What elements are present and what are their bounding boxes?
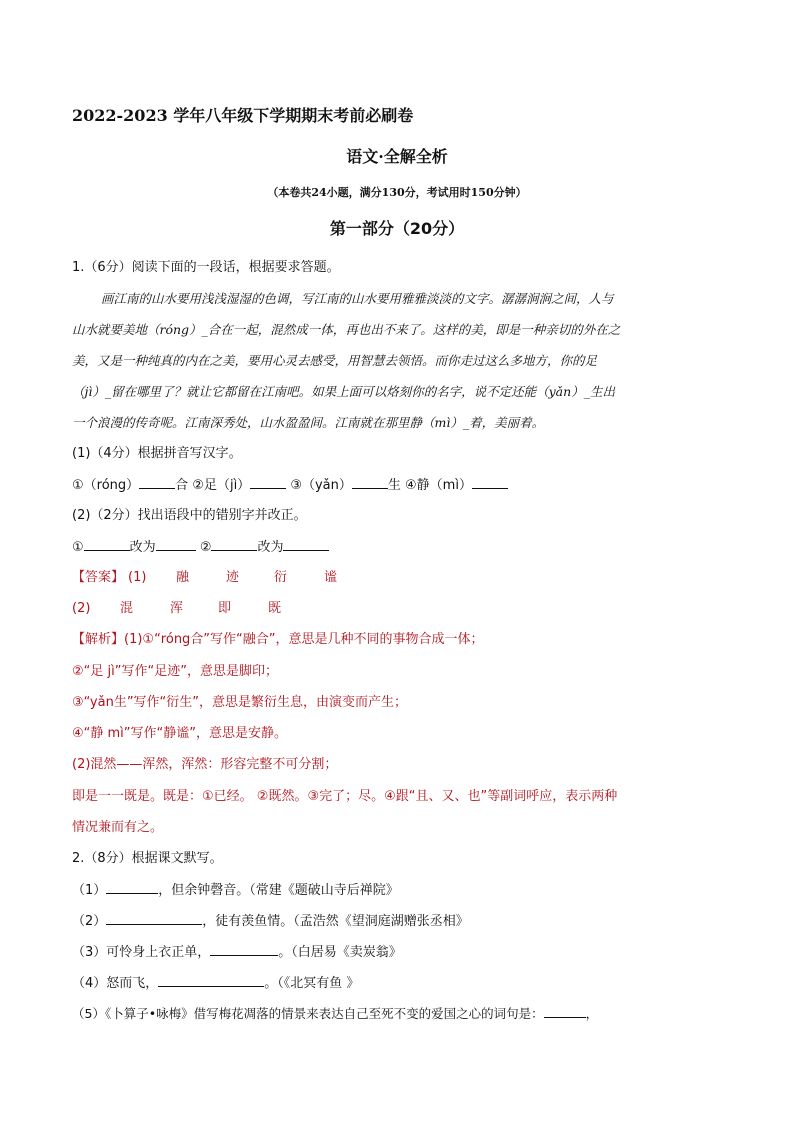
document-title: 2022-2023 学年八年级下学期期末考前必刷卷: [72, 106, 414, 125]
analysis-line: ④“静 mì”写作“静谧”，意思是安静。: [72, 726, 288, 741]
answer-char: 浑: [170, 601, 184, 616]
answer-blank[interactable]: [472, 475, 508, 489]
answer-blank[interactable]: [158, 973, 264, 987]
item-prefix: （3）可怜身上衣正单，: [72, 945, 211, 960]
answer-label: 【答案】: [72, 570, 125, 585]
item-prefix: （5）《卜算子•咏梅》借写梅花凋落的情景来表达自己至死不变的爱国之心的词句是：: [72, 1006, 544, 1021]
answer-blank[interactable]: [106, 911, 202, 925]
pinyin-item: 生 ④静（mì）: [387, 478, 472, 493]
passage-line: 美，又是一种纯真的内在之美，要用心灵去感受，用智慧去领悟。而你走过这么多地方，你的足: [72, 353, 598, 368]
answer-blank[interactable]: [84, 537, 130, 551]
pinyin-item: ①（róng）: [72, 478, 140, 493]
pinyin-item: ③（yǎn）: [290, 478, 352, 493]
recitation-item: [72, 880, 399, 901]
answer-blank[interactable]: [250, 475, 286, 489]
answer-blank[interactable]: [210, 942, 278, 956]
question-1-sub2: (2)（2分）找出语段中的错别字并改正。: [72, 508, 307, 523]
passage-line: （jì）_留在哪里了？就让它都留在江南吧。如果上面可以烙刻你的名字，说不定还能（yǎn）_生出: [72, 384, 615, 399]
exam-note: （本卷共24小题，满分130分，考试用时150分钟）: [267, 186, 527, 199]
question-1-stem: 1.（6分）阅读下面的一段话，根据要求答题。: [72, 260, 340, 275]
page-subtitle: 语文·全解全析: [346, 147, 448, 166]
passage-line: 一个浪漫的传奇呢。江南深秀处，山水盈盈间。江南就在那里静（mì）_着，美丽着。: [72, 415, 545, 430]
analysis-line: 即是一一既是。既是：①已经。 ②既然。③完了；尽。④跟“且、又、也”等副词呼应，表示两种: [72, 789, 618, 804]
answer-blank[interactable]: [352, 475, 388, 489]
answer-char: 混: [120, 601, 134, 616]
analysis-line: (2)混然——浑然，浑然：形容完整不可分割；: [72, 757, 338, 772]
answer-char: 迹: [226, 570, 240, 585]
part-heading: 第一部分（20分）: [329, 219, 465, 238]
answer-char: 衍: [274, 570, 288, 585]
analysis-line: 【解析】(1)①“róng合”写作“融合”，意思是几种不同的事物合成一体；: [72, 632, 484, 647]
sub2-item: ①: [72, 540, 84, 555]
answer-number: (2): [72, 601, 91, 616]
answer-blank[interactable]: [106, 880, 158, 894]
analysis-line: 情况兼而有之。: [72, 820, 164, 835]
item-suffix: ，但余钟磬音。（常建《题破山寺后禅院》: [158, 883, 399, 898]
recitation-item: [72, 973, 359, 994]
passage-line: 山水就要美地（róng）_合在一起，混然成一体，再也出不来了。这样的美，即是一种亲切的外在之: [72, 322, 621, 337]
question-1-sub1-blanks: [72, 475, 508, 496]
recitation-item: [72, 911, 469, 932]
answer-blank[interactable]: [283, 537, 329, 551]
item-prefix: （4）怒而飞，: [72, 976, 159, 991]
item-suffix: ，: [585, 1006, 599, 1021]
answer-blank[interactable]: [139, 475, 175, 489]
analysis-line: ②“足 jì”写作“足迹”，意思是脚印；: [72, 664, 278, 679]
answer-number: (1): [128, 570, 147, 585]
answer-blank[interactable]: [211, 537, 257, 551]
analysis-line: ③“yǎn生”写作“衍生”，意思是繁衍生息，由演变而产生；: [72, 695, 408, 710]
sub2-item: 改为: [257, 540, 284, 555]
item-suffix: ，徒有羡鱼情。（孟浩然《望洞庭湖赠张丞相》: [202, 914, 469, 929]
item-suffix: 。（《北冥有鱼 》: [264, 976, 360, 991]
answer-blank[interactable]: [156, 537, 196, 551]
answer-blank[interactable]: [544, 1004, 586, 1018]
answer-char: 融: [176, 570, 190, 585]
pinyin-item: 合 ②足（jì）: [175, 478, 251, 493]
recitation-item: [72, 1004, 598, 1024]
sub2-item: 改为: [129, 540, 156, 555]
item-suffix: 。（白居易《卖炭翁》: [278, 945, 402, 960]
answer-char: 谧: [324, 570, 338, 585]
passage-line: 画江南的山水要用浅浅湿湿的色调，写江南的山水要用雅雅淡淡的文字。潺潺涧涧之间，人与: [101, 291, 614, 306]
answer-char: 即: [218, 601, 232, 616]
question-1-sub1: (1)（4分）根据拼音写汉字。: [72, 446, 242, 461]
sub2-item: ②: [199, 540, 212, 555]
answer-char: 既: [268, 601, 282, 616]
recitation-item: [72, 942, 402, 963]
question-2-stem: 2.（8分）根据课文默写。: [72, 851, 223, 866]
item-prefix: （2）: [72, 914, 107, 929]
question-1-sub2-blanks: [72, 537, 329, 558]
item-prefix: （1）: [72, 883, 107, 898]
